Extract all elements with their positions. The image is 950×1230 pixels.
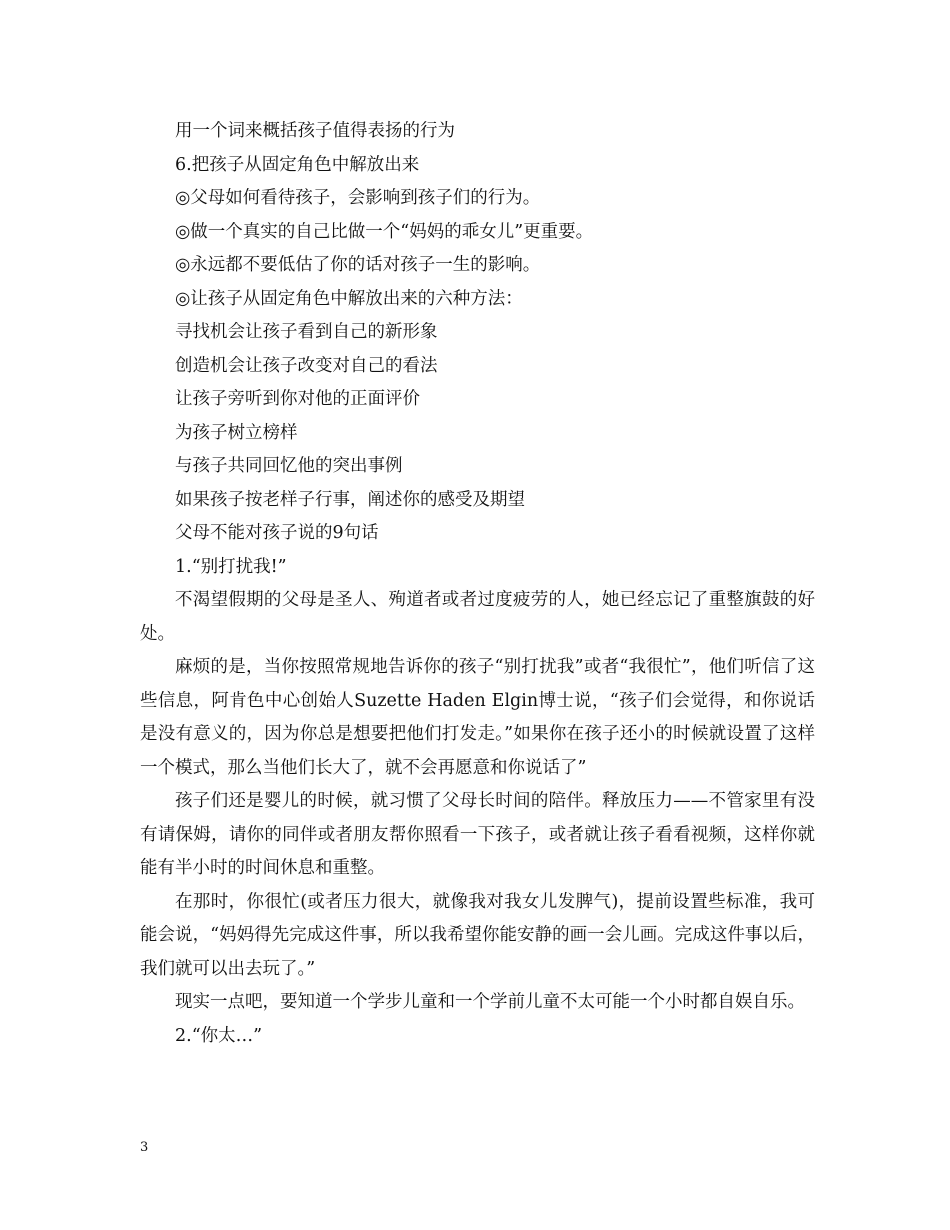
body-paragraph: 孩子们还是婴儿的时候，就习惯了父母长时间的陪伴。释放压力——不管家里有没有请保姆，请你的同伴或者朋友帮你照看一下孩子，或者就让孩子看看视频，这样你就能有半小时的时间休息和重整。 bbox=[140, 791, 815, 878]
text-line: 用一个词来概括孩子值得表扬的行为 bbox=[175, 121, 455, 141]
bullet-point: ◎父母如何看待孩子，会影响到孩子们的行为。 bbox=[175, 188, 541, 208]
bullet-point: ◎做一个真实的自己比做一个“妈妈的乖女儿”更重要。 bbox=[175, 221, 594, 242]
section-heading: 6.把孩子从固定角色中解放出来 bbox=[175, 154, 420, 175]
method-item: 为孩子树立榜样 bbox=[175, 422, 298, 443]
body-paragraph: 不渴望假期的父母是圣人、殉道者或者过度疲劳的人，她已经忘记了重整旗鼓的好处。 bbox=[140, 590, 815, 644]
subsection-heading: 1.“别打扰我!” bbox=[175, 556, 287, 577]
subsection-heading: 2.“你太…” bbox=[175, 1025, 263, 1046]
body-paragraph: 现实一点吧，要知道一个学步儿童和一个学前儿童不太可能一个小时都自娱自乐。 bbox=[175, 992, 805, 1012]
page-number: 3 bbox=[140, 1140, 149, 1155]
method-item: 如果孩子按老样子行事，阐述你的感受及期望 bbox=[175, 489, 525, 510]
body-paragraph: 麻烦的是，当你按照常规地告诉你的孩子“别打扰我”或者“我很忙”，他们听信了这些信息，阿肯色中心创始人Suzette Haden Elgin博士说，“孩子们会觉得，和你说话是没有意义的，因为你总是想要把他们打发走。”如果你在孩子还小的时候就设置了这样一个模式，那么当他们长大了，就不会再愿意和你说话了” bbox=[140, 657, 815, 778]
method-item: 创造机会让孩子改变对自己的看法 bbox=[175, 355, 438, 376]
method-item: 寻找机会让孩子看到自己的新形象 bbox=[175, 322, 438, 342]
body-paragraph: 在那时，你很忙(或者压力很大，就像我对我女儿发脾气)，提前设置些标准，我可能会说，“妈妈得先完成这件事，所以我希望你能安静的画一会儿画。完成这件事以后，我们就可以出去玩了。” bbox=[140, 891, 815, 979]
section-heading: 父母不能对孩子说的9句话 bbox=[175, 523, 379, 543]
method-item: 与孩子共同回忆他的突出事例 bbox=[175, 456, 403, 476]
bullet-point: ◎永远都不要低估了你的话对孩子一生的影响。 bbox=[175, 255, 541, 275]
bullet-point: ◎让孩子从固定角色中解放出来的六种方法： bbox=[175, 288, 523, 309]
method-item: 让孩子旁听到你对他的正面评价 bbox=[175, 389, 420, 409]
document-body bbox=[140, 115, 815, 1053]
